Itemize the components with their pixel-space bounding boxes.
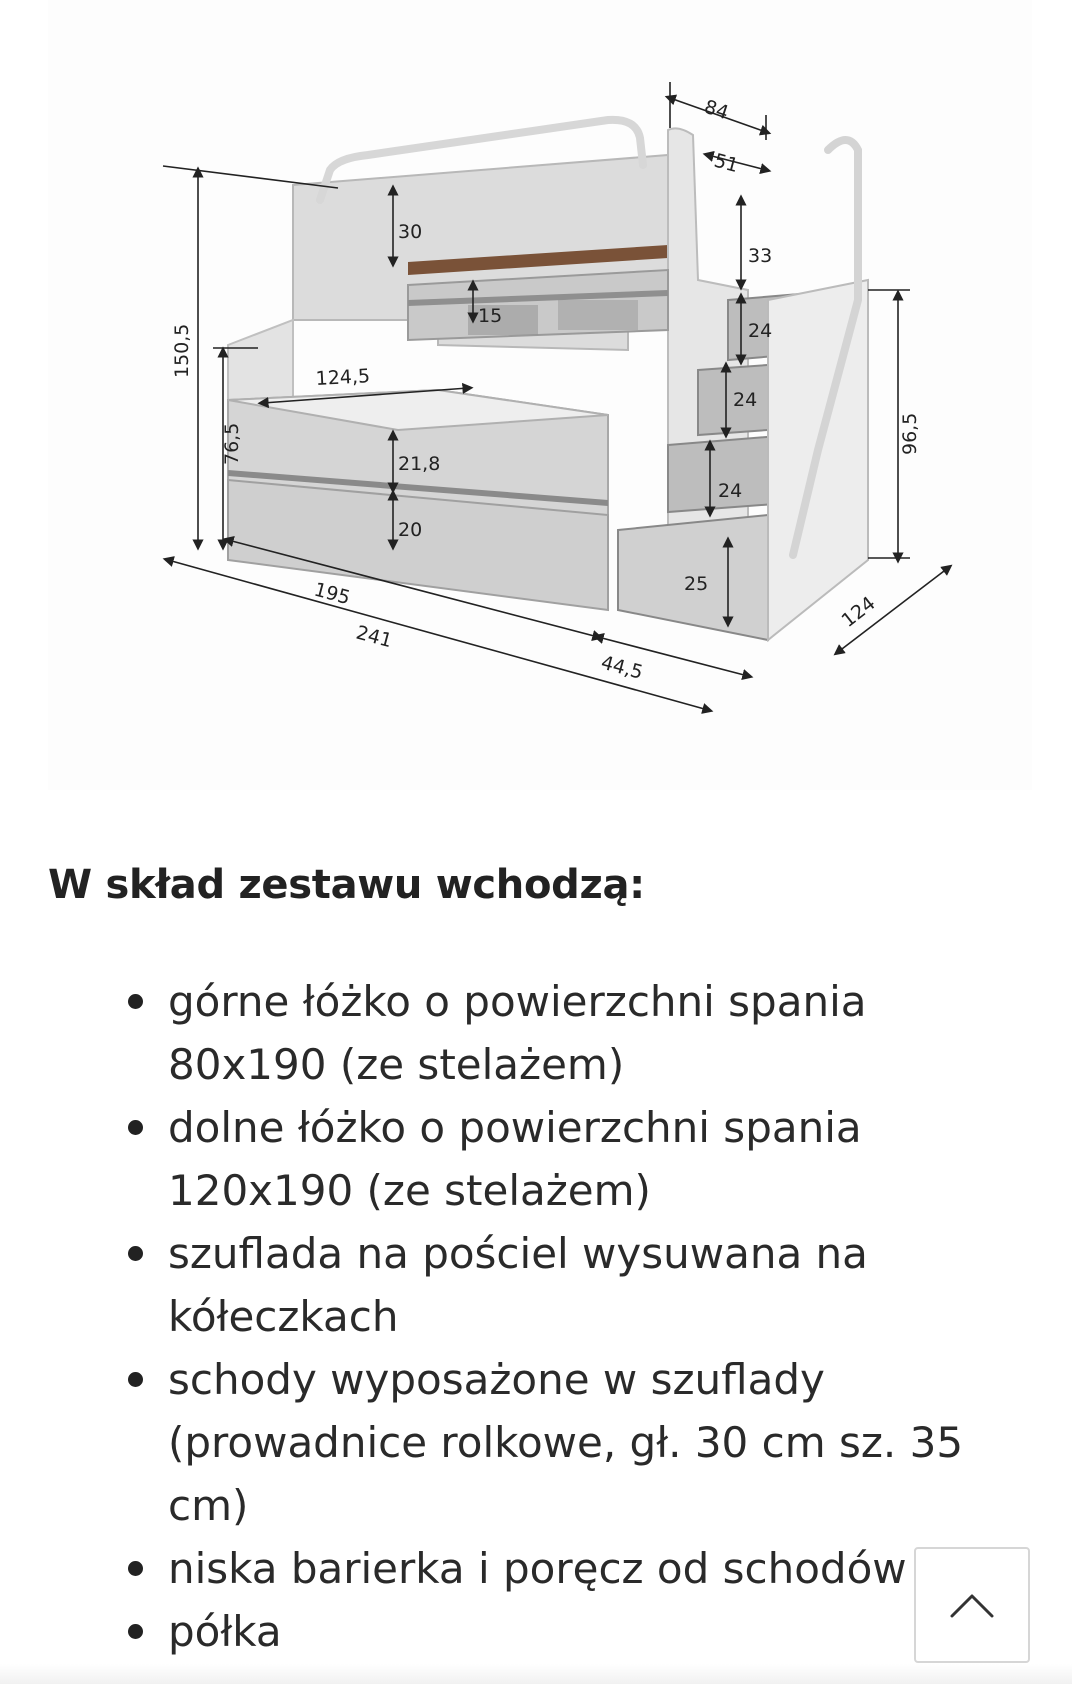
dim-step-3: 24 bbox=[718, 480, 743, 502]
dim-total-length: 241 bbox=[353, 621, 395, 653]
list-item-text: szuflada na pościel wysuwana na bbox=[168, 1229, 868, 1278]
list-item-text: (prowadnice rolkowe, gł. 30 cm sz. 35 bbox=[168, 1418, 964, 1467]
list-item-text: dolne łóżko o powierzchni spania bbox=[168, 1103, 862, 1152]
bullet-icon bbox=[128, 994, 143, 1009]
chevron-up-icon bbox=[949, 1591, 995, 1619]
dim-ladder-top: 33 bbox=[748, 245, 773, 267]
dim-bed-length: 195 bbox=[311, 578, 353, 610]
dim-top-width: 84 bbox=[701, 95, 732, 125]
dim-stairs-height: 96,5 bbox=[899, 412, 921, 455]
list-item bbox=[168, 1600, 1018, 1663]
list-item-text: niska barierka i poręcz od schodów bbox=[168, 1544, 907, 1593]
list-item-text: 80x190 (ze stelażem) bbox=[168, 1040, 625, 1089]
list-item-text: górne łóżko o powierzchni spania bbox=[168, 977, 867, 1026]
scroll-to-top-button[interactable] bbox=[914, 1547, 1030, 1663]
bullet-icon bbox=[128, 1624, 143, 1639]
set-contents-list bbox=[168, 970, 1018, 1663]
bottom-fade bbox=[0, 1664, 1072, 1684]
dim-step-1: 24 bbox=[748, 320, 773, 342]
bullet-icon bbox=[128, 1120, 143, 1135]
list-item-text: półka bbox=[168, 1607, 282, 1656]
dim-stairs-width: 44,5 bbox=[598, 651, 646, 684]
dim-guard-height: 30 bbox=[398, 221, 423, 243]
list-item bbox=[168, 1348, 1018, 1537]
list-item-text: kółeczkach bbox=[168, 1292, 399, 1341]
dim-depth: 124 bbox=[837, 592, 880, 632]
set-contents-heading: W skład zestawu wchodzą: bbox=[48, 862, 645, 908]
dim-step-2: 24 bbox=[733, 389, 758, 411]
dim-total-height: 150,5 bbox=[171, 323, 193, 378]
dim-bottom-step: 25 bbox=[684, 573, 709, 595]
list-item bbox=[168, 970, 1018, 1096]
bullet-icon bbox=[128, 1246, 143, 1261]
bullet-icon bbox=[128, 1372, 143, 1387]
lower-bed-frame bbox=[228, 390, 608, 610]
dim-mattress-height: 21,8 bbox=[398, 453, 441, 475]
product-dimension-diagram bbox=[48, 0, 1032, 790]
bullet-icon bbox=[128, 1561, 143, 1576]
dim-lower-width: 124,5 bbox=[315, 365, 371, 390]
list-item bbox=[168, 1537, 1018, 1600]
dim-drawer-height: 20 bbox=[398, 519, 423, 541]
dim-top-depth: 51 bbox=[711, 149, 741, 178]
list-item-text: schody wyposażone w szuflady bbox=[168, 1355, 825, 1404]
list-item bbox=[168, 1096, 1018, 1222]
list-item-text: cm) bbox=[168, 1481, 249, 1530]
dim-shelf-height: 15 bbox=[478, 305, 503, 327]
dim-lower-height: 76,5 bbox=[221, 422, 243, 465]
list-item-text: 120x190 (ze stelażem) bbox=[168, 1166, 651, 1215]
list-item bbox=[168, 1222, 1018, 1348]
